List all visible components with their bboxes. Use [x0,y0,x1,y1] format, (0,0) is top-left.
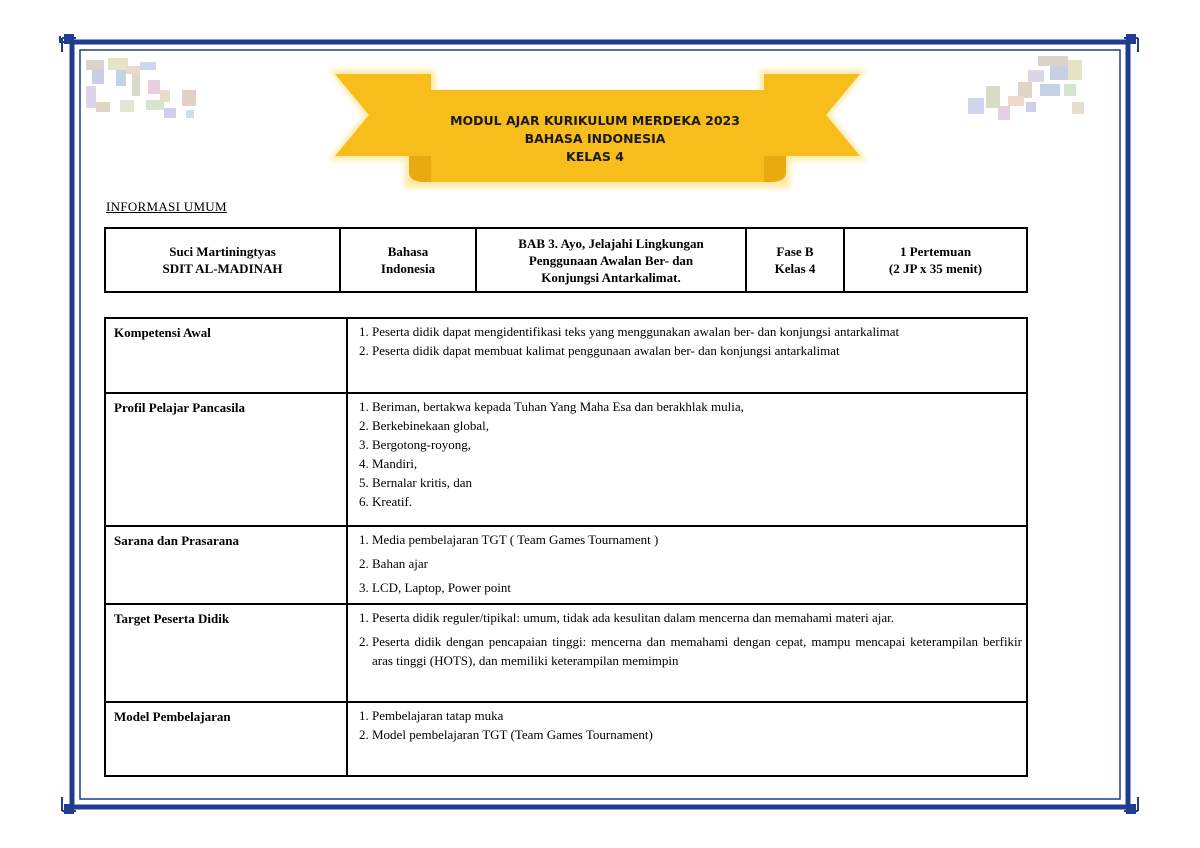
phase-cell [746,228,844,292]
chapter-line-2: Penggunaan Awalan Ber- dan [528,252,694,268]
list-item: 1. Pembelajaran tatap muka [372,706,1022,725]
list-item: 2. Berkebinekaan global, [372,416,1022,435]
list-item: 5. Bernalar kritis, dan [372,473,1022,492]
title-line-3: KELAS 4 [566,149,624,164]
profile-list [352,397,1022,511]
general-info-table [104,227,1028,293]
subject-line-1: Bahasa [387,244,429,259]
row-content [347,604,1027,702]
table-row [105,526,1027,604]
list-item: 1. Peserta didik reguler/tipikal: umum, tidak ada kesulitan dalam mencerna dan memahami materi ajar. [372,608,1022,627]
phase-line-2: Kelas 4 [774,261,816,276]
row-label: Target Peserta Didik [105,604,347,702]
list-item: 4. Mandiri, [372,454,1022,473]
list-item: 1. Peserta didik dapat mengidentifikasi teks yang menggunakan awalan ber- dan konjungsi antarkalimat [372,322,1022,341]
table-row [105,393,1027,526]
decorative-pattern-right [968,56,1088,126]
meeting-cell [844,228,1027,292]
meeting-line-1: 1 Pertemuan [899,244,972,259]
list-item: 2. Peserta didik dapat membuat kalimat penggunaan awalan ber- dan konjungsi antarkalimat [372,341,1022,360]
school-name: SDIT AL-MADINAH [162,261,283,276]
competency-list [352,322,1022,360]
row-label: Profil Pelajar Pancasila [105,393,347,526]
document-title [420,112,770,166]
chapter-cell [476,228,746,292]
list-item: 3. Bergotong-royong, [372,435,1022,454]
decorative-pattern-left [86,56,206,126]
chapter-line-3: Konjungsi Antarkalimat. [541,269,681,285]
row-content [347,393,1027,526]
title-line-1: MODUL AJAR KURIKULUM MERDEKA 2023 [450,113,740,128]
teacher-cell [105,228,340,292]
list-item: 3. LCD, Laptop, Power point [372,578,1022,597]
table-row [105,702,1027,776]
phase-line-1: Fase B [776,244,814,259]
subject-line-2: Indonesia [380,261,436,276]
row-label: Kompetensi Awal [105,318,347,393]
table-row [105,318,1027,393]
list-item: 1. Beriman, bertakwa kepada Tuhan Yang Maha Esa dan berakhlak mulia, [372,397,1022,416]
meeting-line-2: (2 JP x 35 menit) [888,261,983,276]
target-list [352,608,1022,670]
row-label: Sarana dan Prasarana [105,526,347,604]
row-content [347,526,1027,604]
section-title: INFORMASI UMUM [106,199,227,214]
teacher-name: Suci Martiningtyas [169,244,276,259]
chapter-line-1: BAB 3. Ayo, Jelajahi Lingkungan [518,235,704,251]
row-content [347,702,1027,776]
list-item: 2. Model pembelajaran TGT (Team Games Tournament) [372,725,1022,744]
model-list [352,706,1022,744]
list-item: 2. Peserta didik dengan pencapaian tinggi: mencerna dan memahami dengan cepat, mampu mencapai keterampilan berfikir aras tinggi (HOTS), dan memiliki keterampilan memimpin [372,632,1022,670]
module-details-table [104,317,1028,777]
list-item: 6. Kreatif. [372,492,1022,511]
list-item: 1. Media pembelajaran TGT ( Team Games Tournament ) [372,530,1022,549]
subject-cell [340,228,476,292]
table-row [105,604,1027,702]
list-item: 2. Bahan ajar [372,554,1022,573]
row-label: Model Pembelajaran [105,702,347,776]
row-content [347,318,1027,393]
title-line-2: BAHASA INDONESIA [524,131,666,146]
facilities-list [352,530,1022,597]
